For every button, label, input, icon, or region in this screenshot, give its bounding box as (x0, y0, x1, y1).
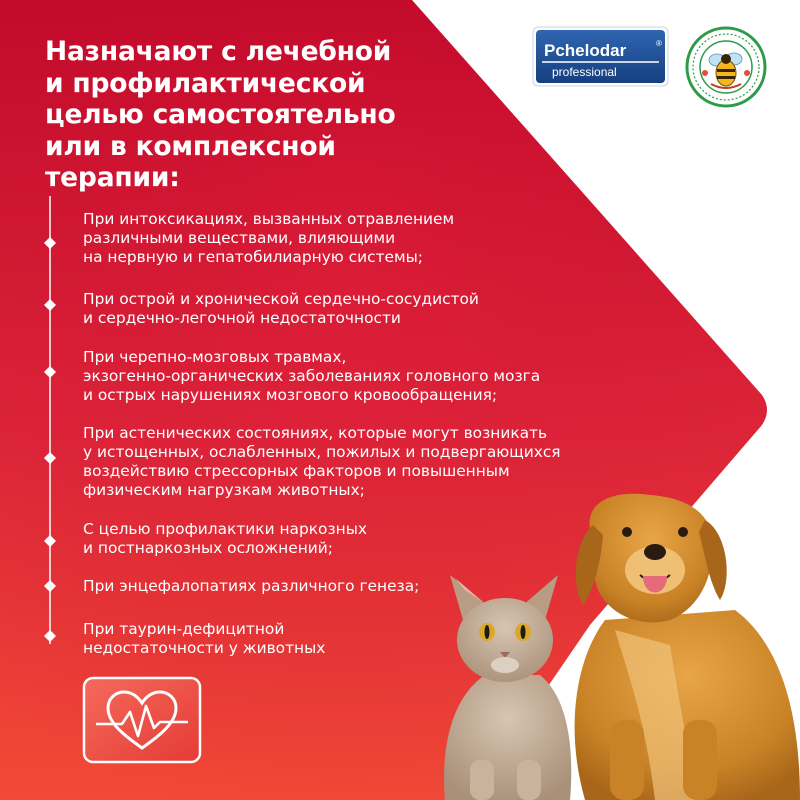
diamond-bullet-icon (44, 630, 56, 642)
indication-line: и острых нарушениях мозгового кровообращения; (83, 386, 498, 404)
indication-text (83, 210, 454, 267)
indication-line: у истощенных, ослабленных, пожилых и подвергающихся (83, 443, 561, 461)
diamond-bullet-icon (44, 366, 56, 378)
indication-line: При острой и хронической сердечно-сосудистой (83, 290, 479, 308)
title-line: Назначают с лечебной (45, 36, 392, 67)
title-line: или в комплексной (45, 130, 336, 162)
indication-text (83, 520, 367, 558)
title-line: и профилактической (45, 67, 366, 99)
dog-image (575, 494, 800, 800)
indication-line: С целью профилактики наркозных (83, 520, 367, 538)
title-line: терапии: (45, 162, 180, 193)
indication-line: и постнаркозных осложнений; (83, 539, 333, 557)
indication-line: При астенических состояниях, которые могут возникать (83, 424, 548, 442)
svg-text:®: ® (656, 39, 662, 48)
indication-text (83, 290, 479, 328)
heart-pulse-icon (82, 676, 202, 764)
indication-line: При таурин-дефицитной (83, 620, 285, 638)
diamond-bullet-icon (44, 452, 56, 464)
diamond-bullet-icon (44, 237, 56, 249)
indication-line: физическим нагрузкам животных; (83, 481, 365, 499)
logo-sub-text: professional (552, 65, 617, 79)
indication-line: воздействию стрессорных факторов и повышенным (83, 462, 510, 480)
indication-line: недостаточности у животных (83, 639, 326, 657)
cat-image (444, 575, 571, 800)
indication-line: При черепно-мозговых травмах, (83, 348, 347, 366)
indication-line: различными веществами, влияющими (83, 229, 396, 247)
indication-line: При энцефалопатиях различного генеза; (83, 577, 420, 595)
diamond-bullet-icon (44, 535, 56, 547)
indication-line: При интоксикациях, вызванных отравлением (83, 210, 455, 228)
indication-line: на нервную и гепатобилиарную системы; (83, 248, 423, 266)
indication-text (83, 577, 419, 596)
logo-brand-text: Pchelodar (544, 41, 627, 60)
indication-line: экзогенно-органических заболеваниях головного мозга (83, 367, 541, 385)
diamond-bullet-icon (44, 580, 56, 592)
indication-line: и сердечно-легочной недостаточности (83, 309, 401, 327)
pets-illustration (415, 470, 800, 800)
indication-text (83, 620, 325, 658)
title-line: целью самостоятельно (45, 99, 396, 130)
diamond-bullet-icon (44, 299, 56, 311)
indication-text (83, 348, 540, 405)
